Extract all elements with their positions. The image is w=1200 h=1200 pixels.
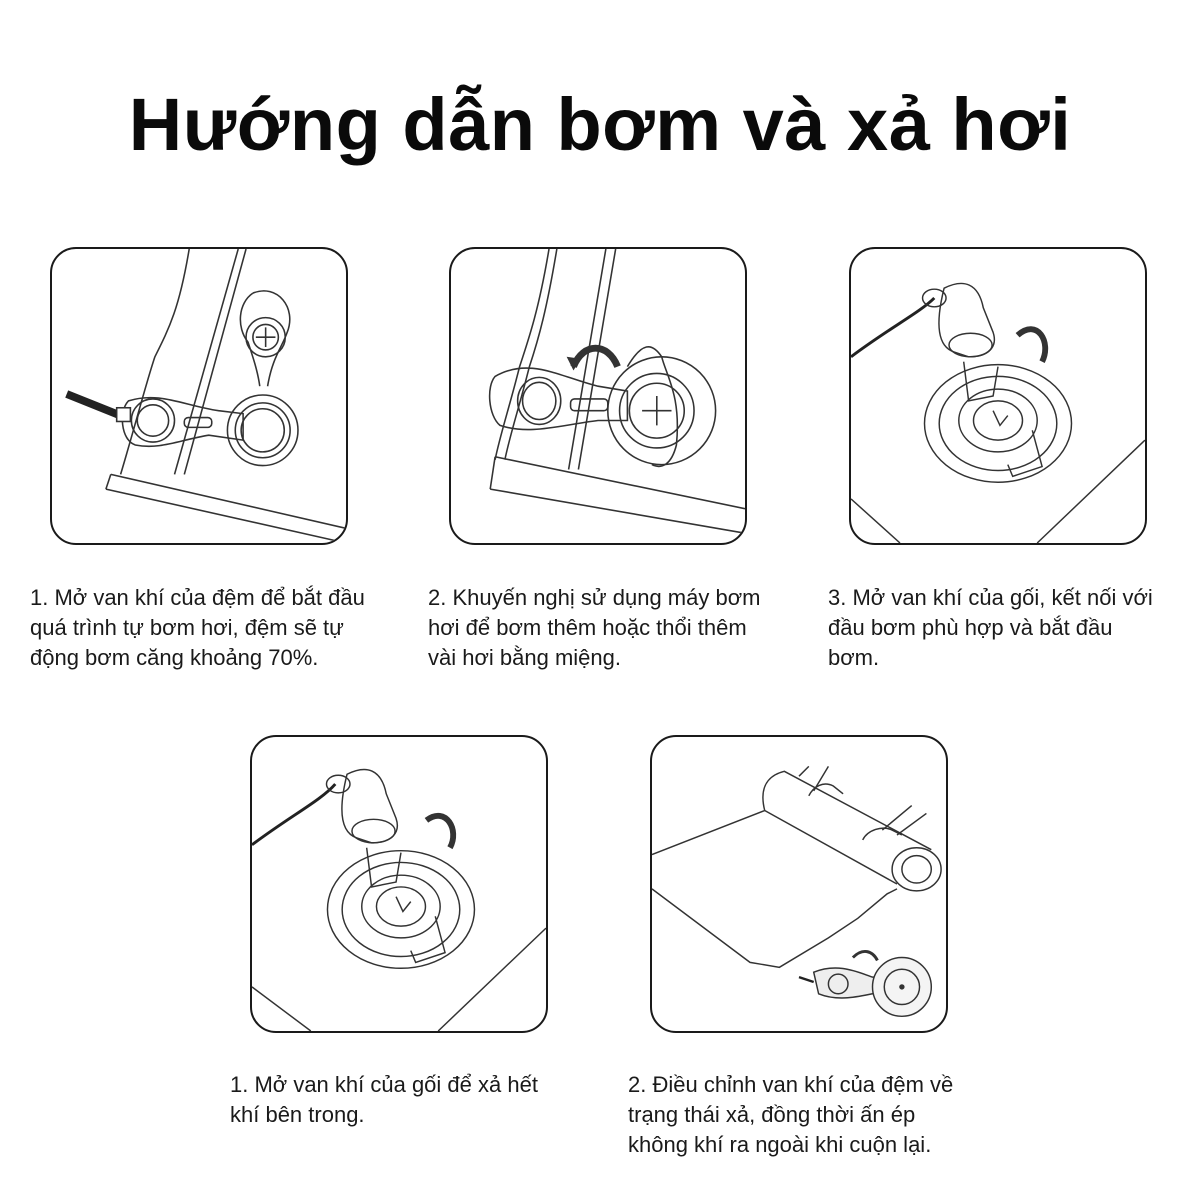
deflate-step-2-illustration bbox=[650, 735, 948, 1033]
inflate-step-2-illustration bbox=[449, 247, 747, 545]
deflate-step-1-caption: 1. Mở van khí của gối để xả hết khí bên trong. bbox=[230, 1072, 538, 1127]
page-title: Hướng dẫn bơm và xả hơi bbox=[128, 83, 1072, 166]
mattress-roll-deflate-icon bbox=[652, 737, 946, 1031]
deflate-step-1-illustration bbox=[250, 735, 548, 1033]
inflate-step-1-caption: 1. Mở van khí của đệm để bắt đầu quá trình tự bơm hơi, đệm sẽ tự động bơm căng khoảng 70%. bbox=[30, 585, 365, 670]
deflate-step-2-caption: 2. Điều chỉnh van khí của đệm về trạng thái xả, đồng thời ấn ép không khí ra ngoài khi cuộn lại. bbox=[628, 1072, 954, 1157]
mattress-valve-inflate-icon bbox=[451, 249, 745, 543]
mattress-valve-open-icon bbox=[52, 249, 346, 543]
inflate-step-3-caption: 3. Mở van khí của gối, kết nối với đầu bơm phù hợp và bắt đầu bơm. bbox=[828, 585, 1153, 670]
inflate-step-1-illustration bbox=[50, 247, 348, 545]
inflate-step-3-illustration bbox=[849, 247, 1147, 545]
pillow-valve-deflate-icon bbox=[252, 737, 546, 1031]
inflate-step-2-caption: 2. Khuyến nghị sử dụng máy bơm hơi để bơm thêm hoặc thổi thêm vài hơi bằng miệng. bbox=[428, 585, 761, 670]
pillow-valve-open-icon bbox=[851, 249, 1145, 543]
